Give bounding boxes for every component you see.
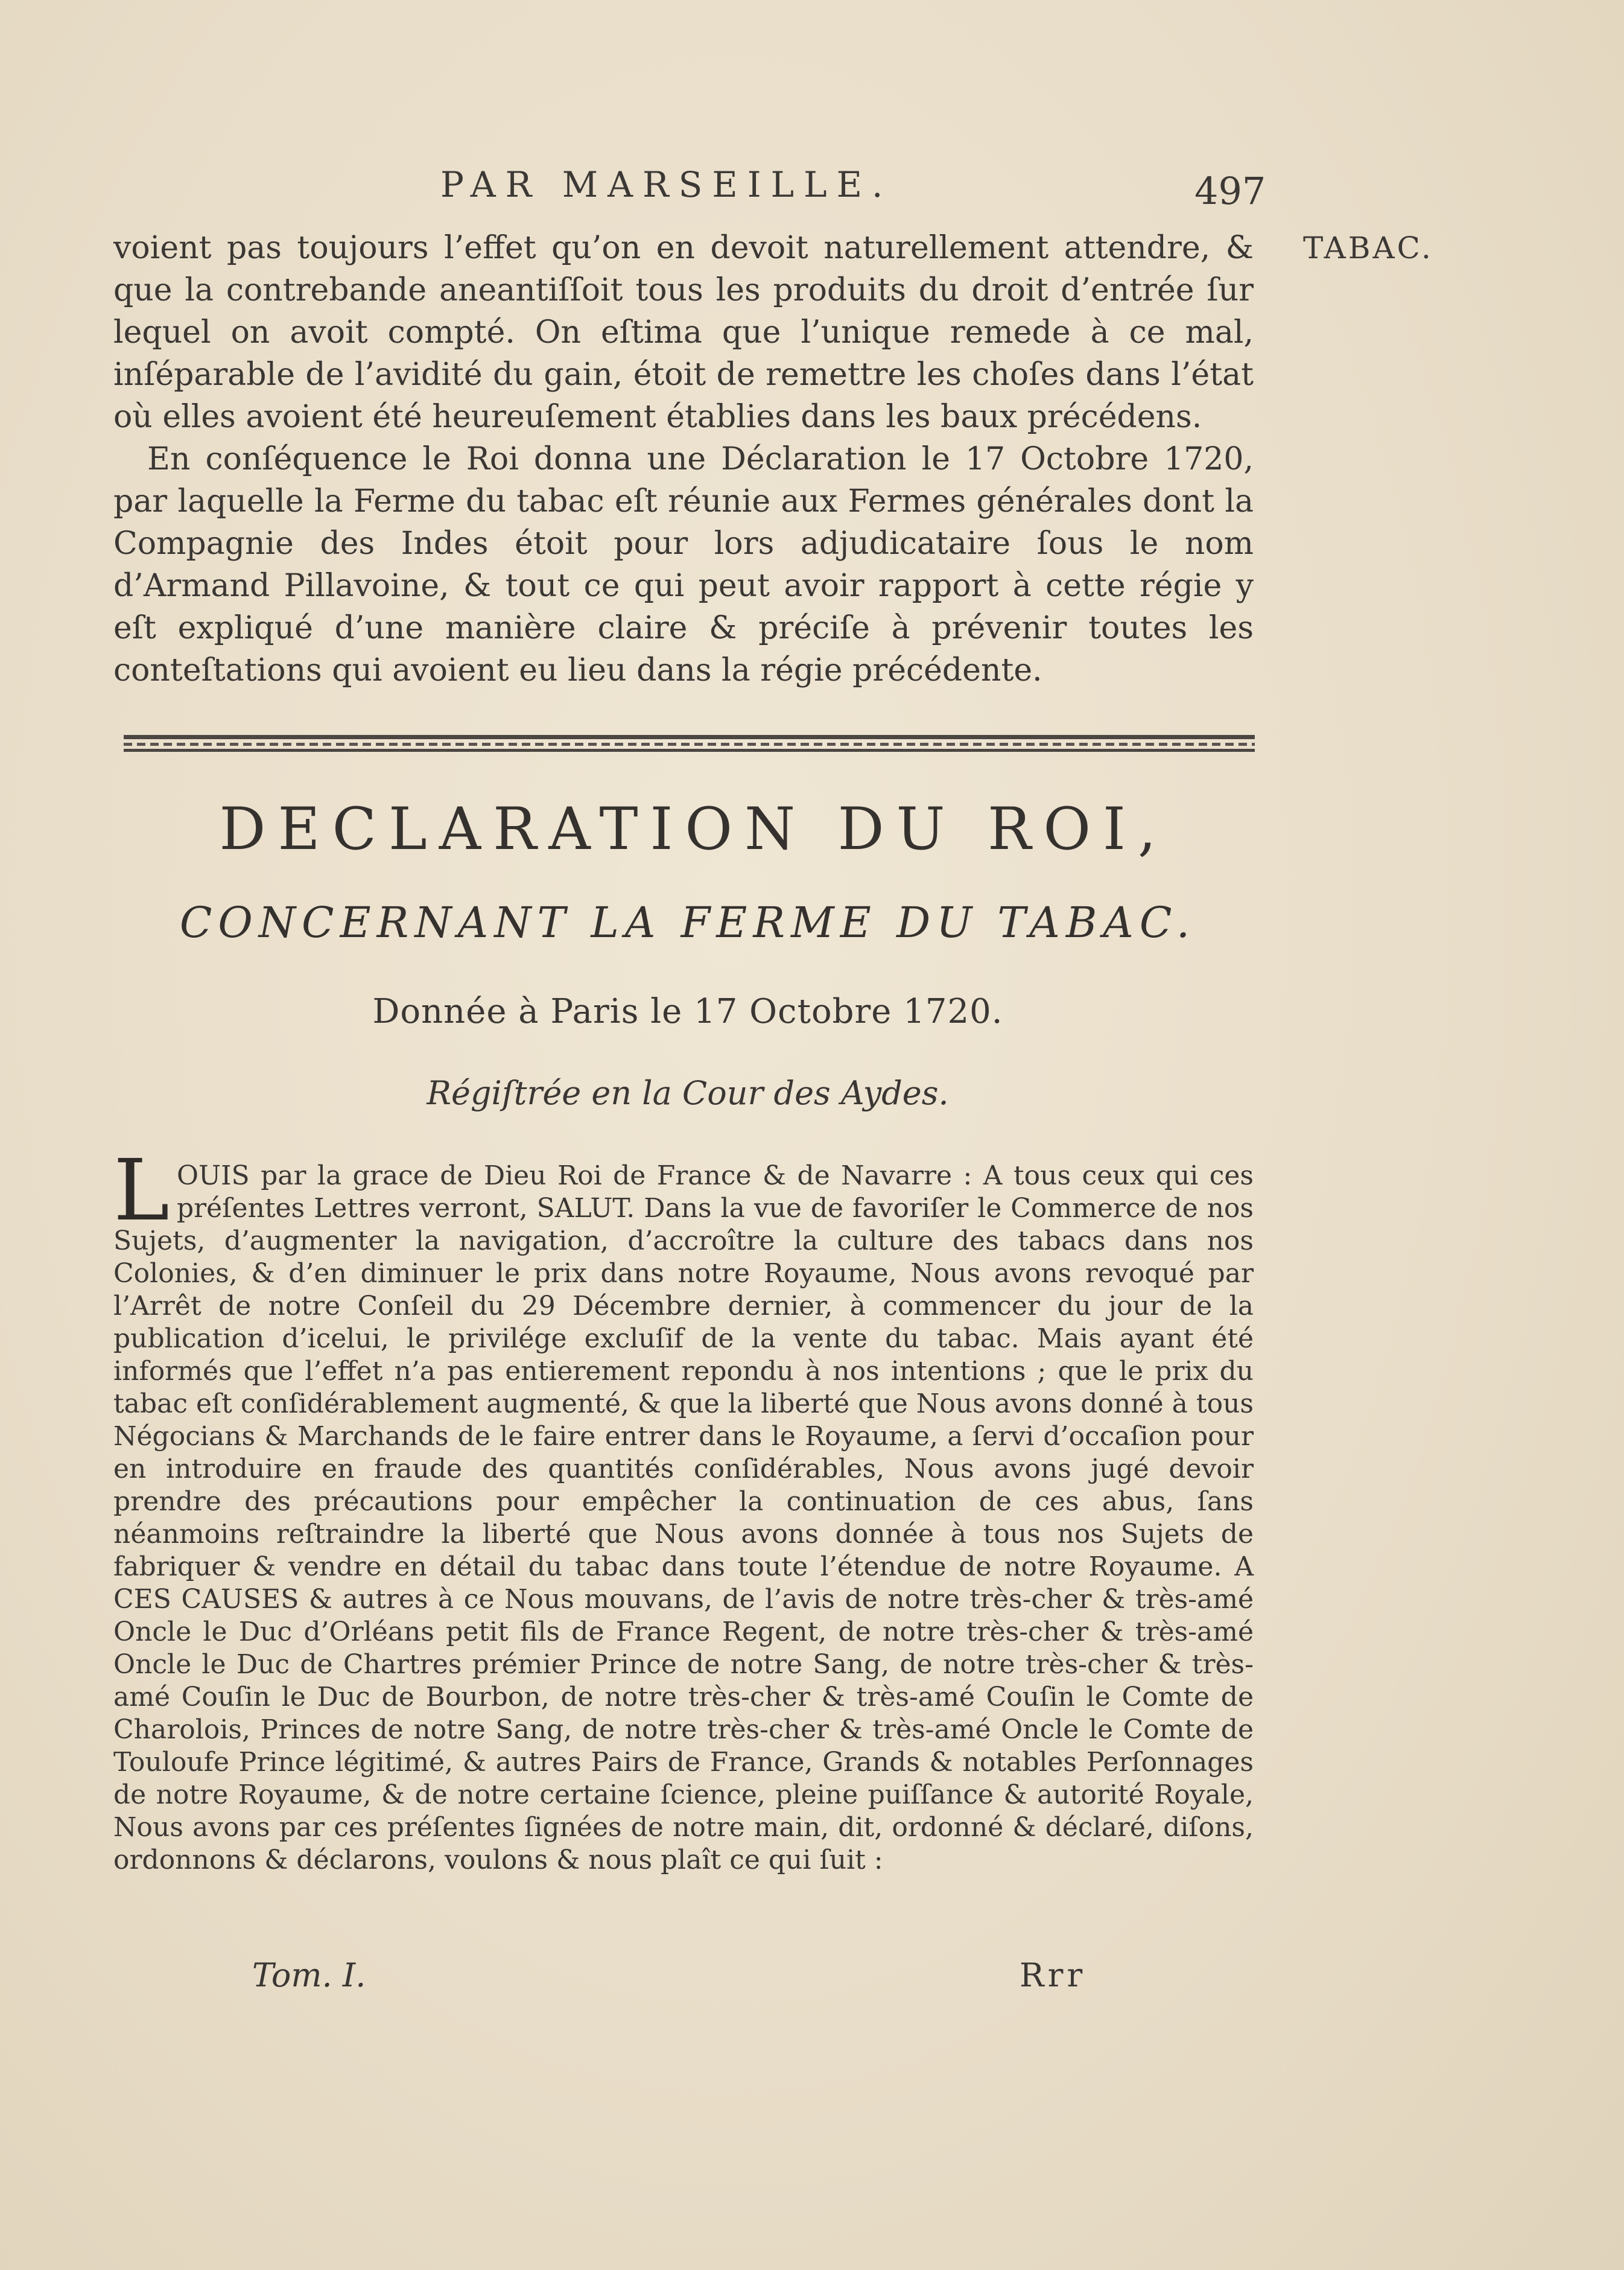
intro-text <box>113 227 1254 691</box>
declaration-date: Donnée à Paris le 17 Octobre 1720. <box>372 992 1003 1031</box>
volume-label: Tom. I. <box>252 1956 366 1994</box>
intro-paragraph: En conſéquence le Roi donna une Déclaration le 17 Octobre 1720, par laquelle la Ferme du tabac eſt réunie aux Fermes générales dont la Compagnie des Indes étoit pour lors adjudicataire ſous le nom d’Armand Pillavoine, & tout ce qui peut avoir rapport à cette régie y eſt expliqué d’une manière claire & préciſe à prévenir toutes les conteſtations qui avoient eu lieu dans la régie précédente. <box>113 441 1254 688</box>
ornamental-rule <box>124 735 1255 752</box>
drop-cap: L <box>113 1142 170 1240</box>
running-title: PAR MARSEILLE. <box>440 164 893 205</box>
intro-paragraph: voient pas toujours l’effet qu’on en devoit naturellement attendre, & que la contrebande aneantiſſoit tous les produits du droit d’entrée ſur lequel on avoit compté. On eſtima que l’unique remede à ce mal, inſéparable de l’avidité du gain, étoit de remettre les choſes dans l’état où elles avoient été heureuſement établies dans les baux précédens. <box>113 230 1254 435</box>
declaration-title: DECLARATION DU ROI, <box>219 795 1169 863</box>
declaration-body <box>113 1142 1254 1877</box>
margin-note: TABAC. <box>1303 230 1433 265</box>
declaration-body-text: OUIS par la grace de Dieu Roi de France & de Navarre : A tous ceux qui ces préſentes Lettres verront, SALUT. Dans la vue de favoriſer le Commerce de nos Sujets, d’augmenter la navigation, d’accroître la culture des tabacs dans nos Colonies, & d’en diminuer le prix dans notre Royaume, Nous avons revoqué par l’Arrêt de notre Conſeil du 29 Décembre dernier, à commencer du jour de la publication d’icelui, le privilége excluſif de la vente du tabac. Mais ayant été informés que l’effet n’a pas entierement repondu à nos intentions ; que le prix du tabac eſt conſidérablement augmenté, & que la liberté que Nous avons donné à tous Négocians & Marchands de le faire entrer dans le Royaume, a ſervi d’occaſion pour en introduire en fraude des quantités conſidérables, Nous avons jugé devoir prendre des précautions pour empêcher la continuation de ces abus, ſans néanmoins reſtraindre la liberté que Nous avons donnée à tous nos Sujets de fabriquer & vendre en détail du tabac dans toute l’étendue de notre Royaume. A CES CAUSES & autres à ce Nous mouvans, de l’avis de notre très-cher & très-amé Oncle le Duc d’Orléans petit fils de France Regent, de notre très-cher & très-amé Oncle le Duc de Chartres prémier Prince de notre Sang, de notre très-cher & très-amé Couſin le Duc de Bourbon, de notre très-cher & très-amé Couſin le Comte de Charolois, Princes de notre Sang, de notre très-cher & très-amé Oncle le Comte de Touloufe Prince légitimé, & autres Pairs de France, Grands & notables Perſonnages de notre Royaume, & de notre certaine ſcience, pleine puiſſance & autorité Royale, Nous avons par ces préſentes ſignées de notre main, dit, ordonné & déclaré, diſons, ordonnons & déclarons, voulons & nous plaît ce qui ſuit : <box>113 1160 1254 1875</box>
declaration-registration: Régiſtrée en la Cour des Aydes. <box>427 1074 949 1112</box>
signature-mark: Rrr <box>1020 1956 1086 1994</box>
page-number: 497 <box>1194 169 1266 213</box>
declaration-subtitle: CONCERNANT LA FERME DU TABAC. <box>179 898 1196 947</box>
